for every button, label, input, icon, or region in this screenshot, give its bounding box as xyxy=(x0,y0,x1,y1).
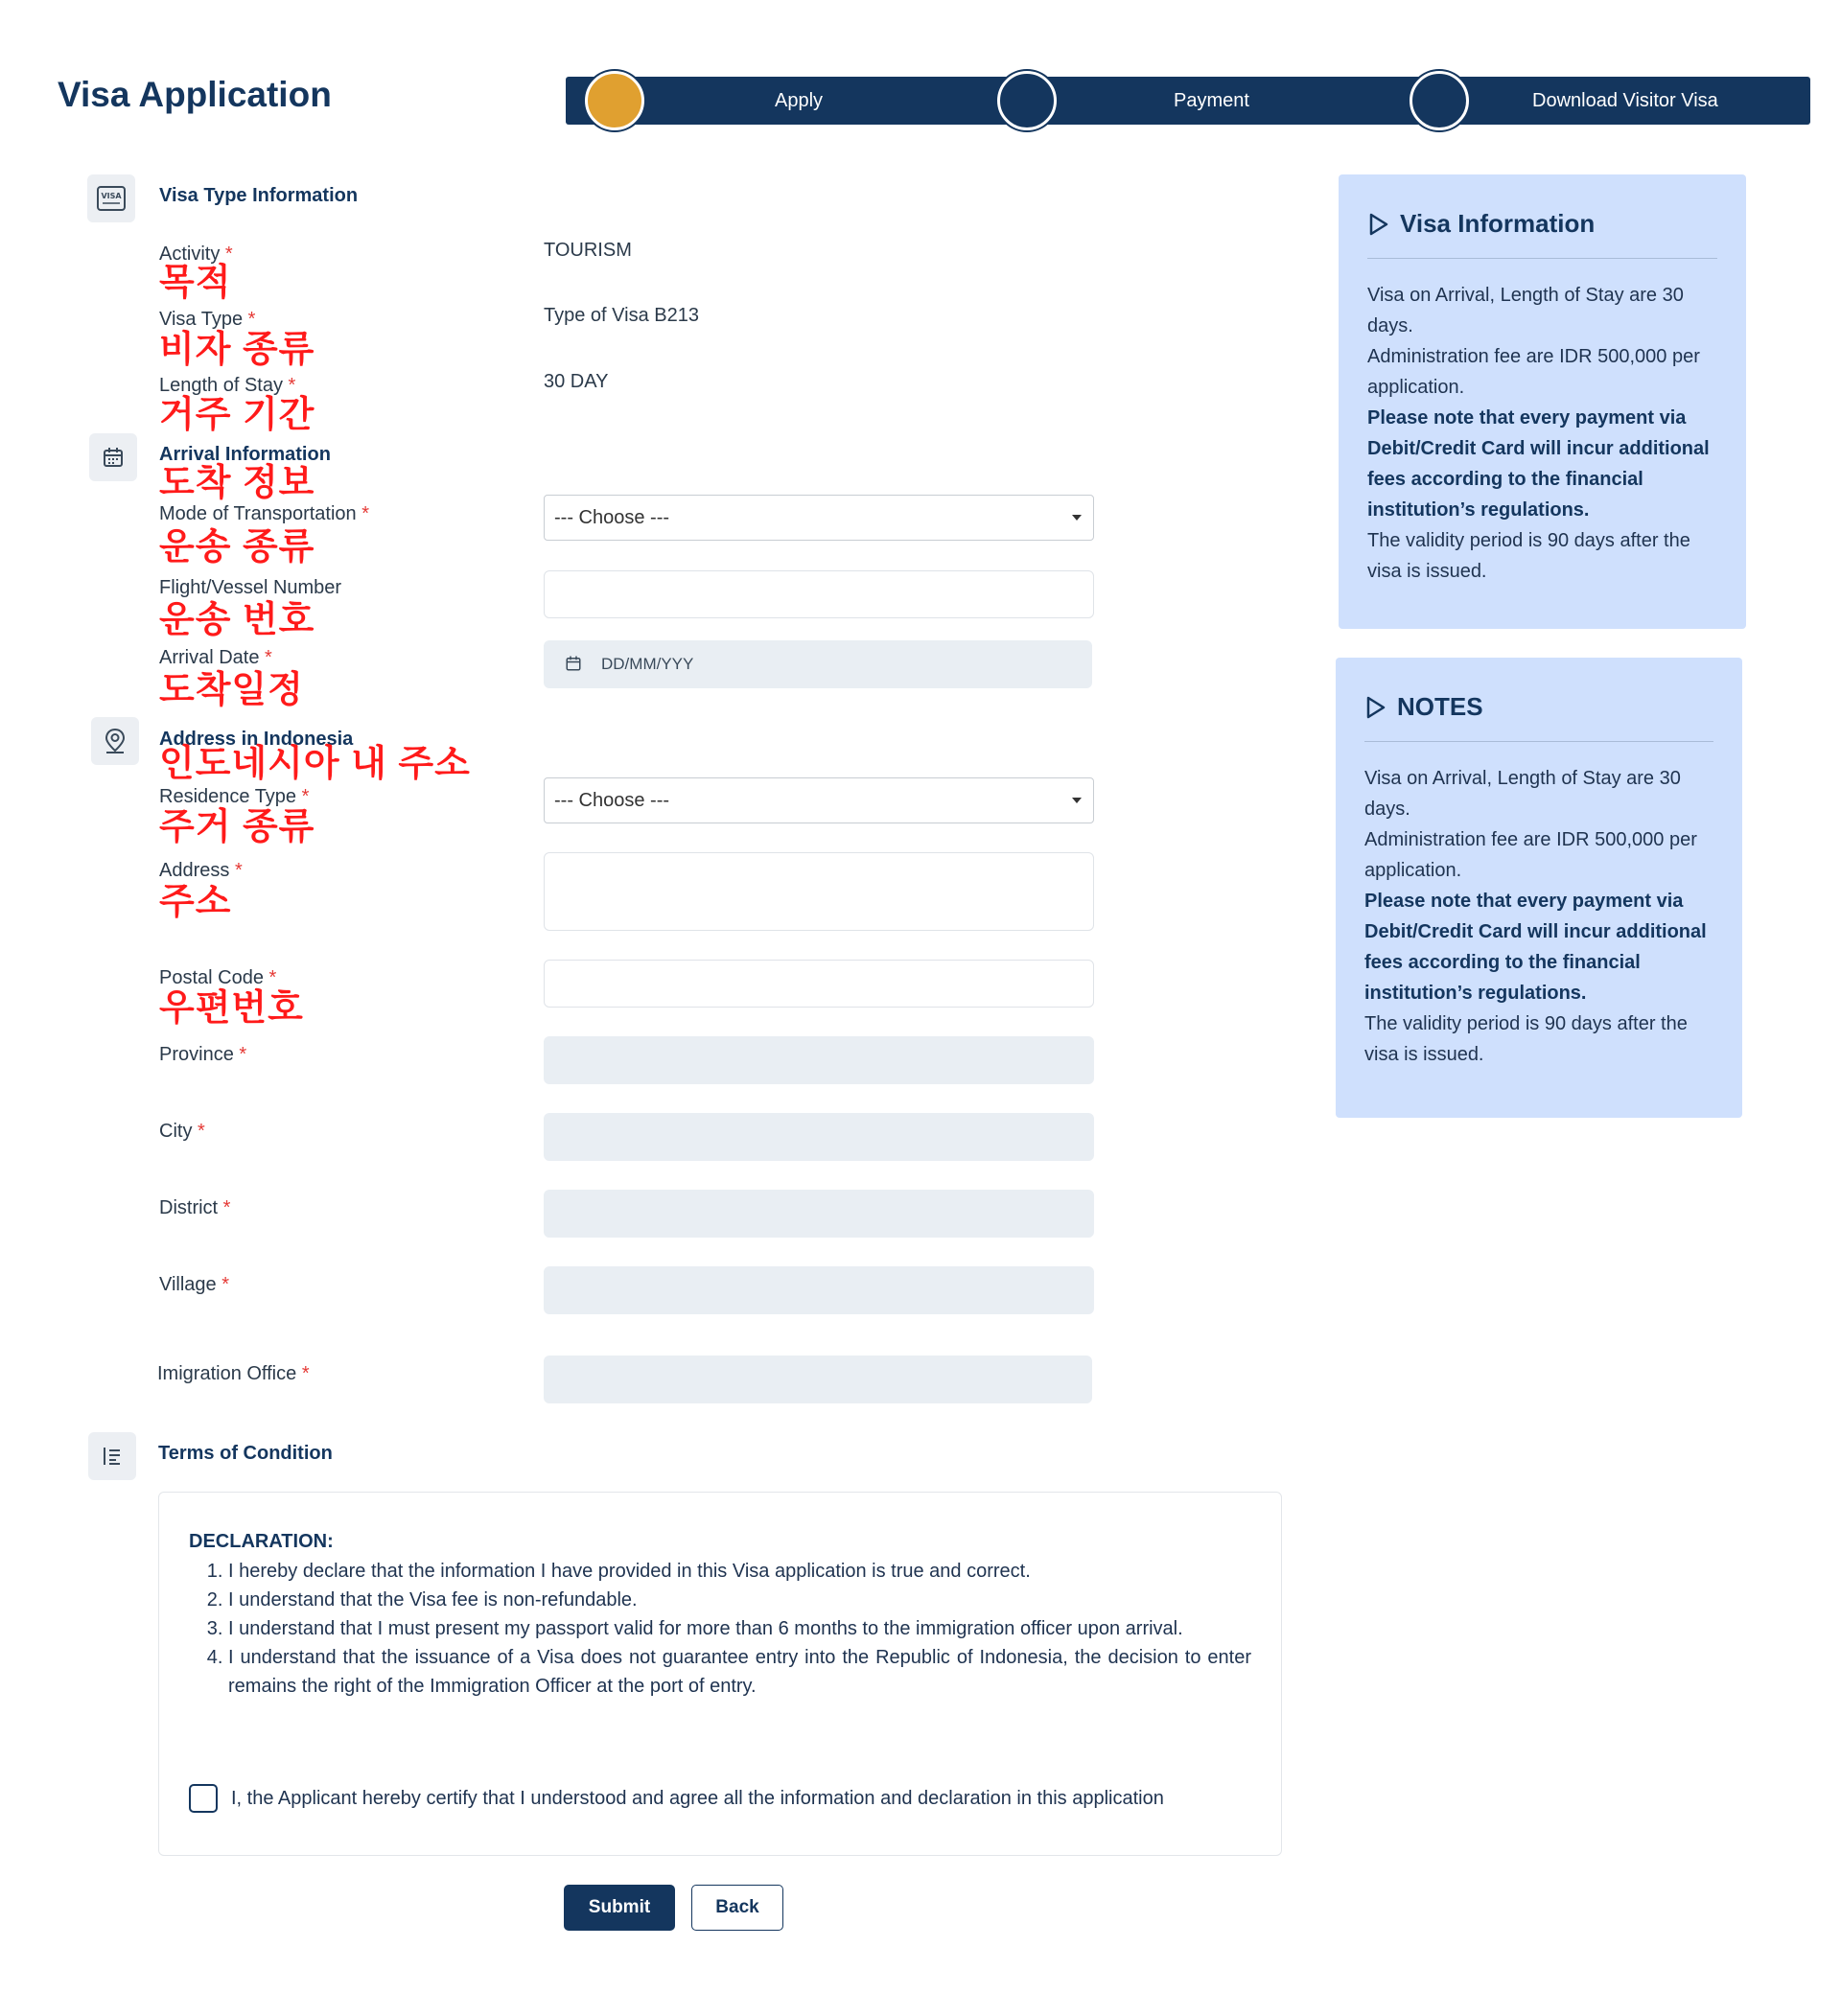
chevron-down-icon xyxy=(1072,798,1082,803)
section-title-terms: Terms of Condition xyxy=(158,1443,333,1464)
city-label: City * xyxy=(159,1121,205,1142)
play-triangle-icon xyxy=(1364,695,1387,720)
arrival-date-label: Arrival Date * xyxy=(159,647,272,668)
step-label-download: Download Visitor Visa xyxy=(1532,90,1718,111)
city-field[interactable] xyxy=(544,1113,1094,1161)
back-button[interactable]: Back xyxy=(691,1885,783,1931)
visa-type-korean-annotation: 비자 종류 xyxy=(159,330,315,370)
agreement-label: I, the Applicant hereby certify that I understood and agree all the information and declaration in this application xyxy=(231,1787,1164,1809)
residence-type-selected-value: --- Choose --- xyxy=(554,790,670,811)
svg-text:VISA: VISA xyxy=(101,192,122,200)
notes-header xyxy=(1364,692,1713,742)
notes-fee-warning: Please note that every payment via Debit/Credit Card will incur additional fees according to the financial institution’s regulations. xyxy=(1364,891,1707,1004)
length-of-stay-korean-annotation: 거주 기간 xyxy=(159,395,315,435)
section-title-address: Address in Indonesia xyxy=(159,729,354,750)
length-of-stay-value: 30 DAY xyxy=(544,371,609,392)
visa-information-body xyxy=(1367,280,1717,587)
notes-body xyxy=(1364,763,1713,1070)
notes-title: NOTES xyxy=(1397,692,1483,721)
step-indicator-apply xyxy=(585,71,644,130)
notes-line: Administration fee are IDR 500,000 per application. xyxy=(1364,829,1697,881)
declaration-heading: DECLARATION: xyxy=(189,1531,334,1552)
arrival-date-input[interactable] xyxy=(544,640,1092,688)
mode-of-transportation-select[interactable] xyxy=(544,495,1094,541)
visa-information-header xyxy=(1367,209,1717,259)
arrival-korean-annotation: 도착 정보 xyxy=(159,463,315,503)
visa-information-title: Visa Information xyxy=(1400,209,1596,238)
village-label: Village * xyxy=(159,1274,230,1295)
village-field[interactable] xyxy=(544,1266,1094,1314)
flight-vessel-number-korean-annotation: 운송 번호 xyxy=(159,600,315,640)
notes-line: Visa on Arrival, Length of Stay are 30 days. xyxy=(1364,768,1681,820)
immigration-office-label: Imigration Office * xyxy=(157,1363,310,1384)
postal-code-korean-annotation: 우편번호 xyxy=(159,988,304,1029)
visa-type-label: Visa Type * xyxy=(159,309,256,330)
arrival-date-placeholder: DD/MM/YYY xyxy=(601,655,694,673)
visa-information-validity: The validity period is 90 days after the visa is issued. xyxy=(1367,530,1690,582)
step-indicator-payment xyxy=(997,71,1057,130)
agreement-checkbox[interactable] xyxy=(189,1784,218,1813)
list-icon xyxy=(88,1432,136,1480)
immigration-office-field[interactable] xyxy=(544,1356,1092,1403)
postal-code-label: Postal Code * xyxy=(159,967,277,988)
district-field[interactable] xyxy=(544,1190,1094,1238)
visa-type-value: Type of Visa B213 xyxy=(544,305,699,326)
visa-information-line: Administration fee are IDR 500,000 per application. xyxy=(1367,346,1700,398)
progress-stepper xyxy=(566,77,1810,125)
submit-button[interactable]: Submit xyxy=(564,1885,675,1931)
address-section-korean-annotation: 인도네시아 내 주소 xyxy=(159,744,471,784)
step-label-payment: Payment xyxy=(1174,90,1249,111)
residence-type-label: Residence Type * xyxy=(159,786,310,807)
map-pin-icon xyxy=(91,717,139,765)
declaration-item: 3. I understand that I must present my passport valid for more than 6 months to the immigration officer upon arrival. xyxy=(228,1614,1251,1643)
activity-value: TOURISM xyxy=(544,240,632,261)
flight-vessel-number-input[interactable] xyxy=(544,570,1094,618)
activity-korean-annotation: 목적 xyxy=(159,263,232,303)
mode-of-transportation-label: Mode of Transportation * xyxy=(159,503,370,524)
terms-box xyxy=(158,1492,1282,1856)
step-indicator-download xyxy=(1410,71,1469,130)
agreement-row xyxy=(189,1784,1164,1813)
flight-vessel-number-label: Flight/Vessel Number xyxy=(159,577,342,598)
calendar-icon xyxy=(565,655,582,672)
declaration-list xyxy=(189,1557,1251,1701)
residence-type-select[interactable] xyxy=(544,777,1094,823)
province-label: Province * xyxy=(159,1044,247,1065)
visa-card-icon xyxy=(87,174,135,222)
notes-validity: The validity period is 90 days after the visa is issued. xyxy=(1364,1013,1688,1065)
play-triangle-icon xyxy=(1367,212,1390,237)
section-title-arrival: Arrival Information xyxy=(159,444,331,465)
page-title: Visa Application xyxy=(58,75,332,114)
visa-information-fee-warning: Please note that every payment via Debit/Credit Card will incur additional fees according to the financial institution’s regulations. xyxy=(1367,407,1710,521)
address-korean-annotation: 주소 xyxy=(159,882,232,922)
step-label-apply: Apply xyxy=(775,90,824,111)
section-title-visa-type: Visa Type Information xyxy=(159,185,359,206)
mode-of-transportation-korean-annotation: 운송 종류 xyxy=(159,527,315,568)
postal-code-input[interactable] xyxy=(544,960,1094,1008)
mode-of-transportation-selected-value: --- Choose --- xyxy=(554,507,670,528)
activity-label: Activity * xyxy=(159,243,233,265)
visa-information-panel xyxy=(1339,174,1746,629)
residence-type-korean-annotation: 주거 종류 xyxy=(159,807,315,847)
declaration-item: 1. I hereby declare that the information I have provided in this Visa application is true and correct. xyxy=(228,1557,1251,1586)
address-label: Address * xyxy=(159,860,243,881)
address-textarea[interactable] xyxy=(544,852,1094,931)
province-field[interactable] xyxy=(544,1036,1094,1084)
declaration-item: 2. I understand that the Visa fee is non-refundable. xyxy=(228,1586,1251,1614)
arrival-date-korean-annotation: 도착일정 xyxy=(159,670,304,710)
district-label: District * xyxy=(159,1197,231,1218)
length-of-stay-label: Length of Stay * xyxy=(159,375,296,396)
declaration-item: 4. I understand that the issuance of a Visa does not guarantee entry into the Republic of Indonesia, the decision to enter remains the right of the Immigration Officer at the port of entry. xyxy=(228,1643,1251,1701)
calendar-icon xyxy=(89,433,137,481)
chevron-down-icon xyxy=(1072,515,1082,521)
visa-information-line: Visa on Arrival, Length of Stay are 30 days. xyxy=(1367,285,1684,336)
notes-panel xyxy=(1336,658,1742,1118)
